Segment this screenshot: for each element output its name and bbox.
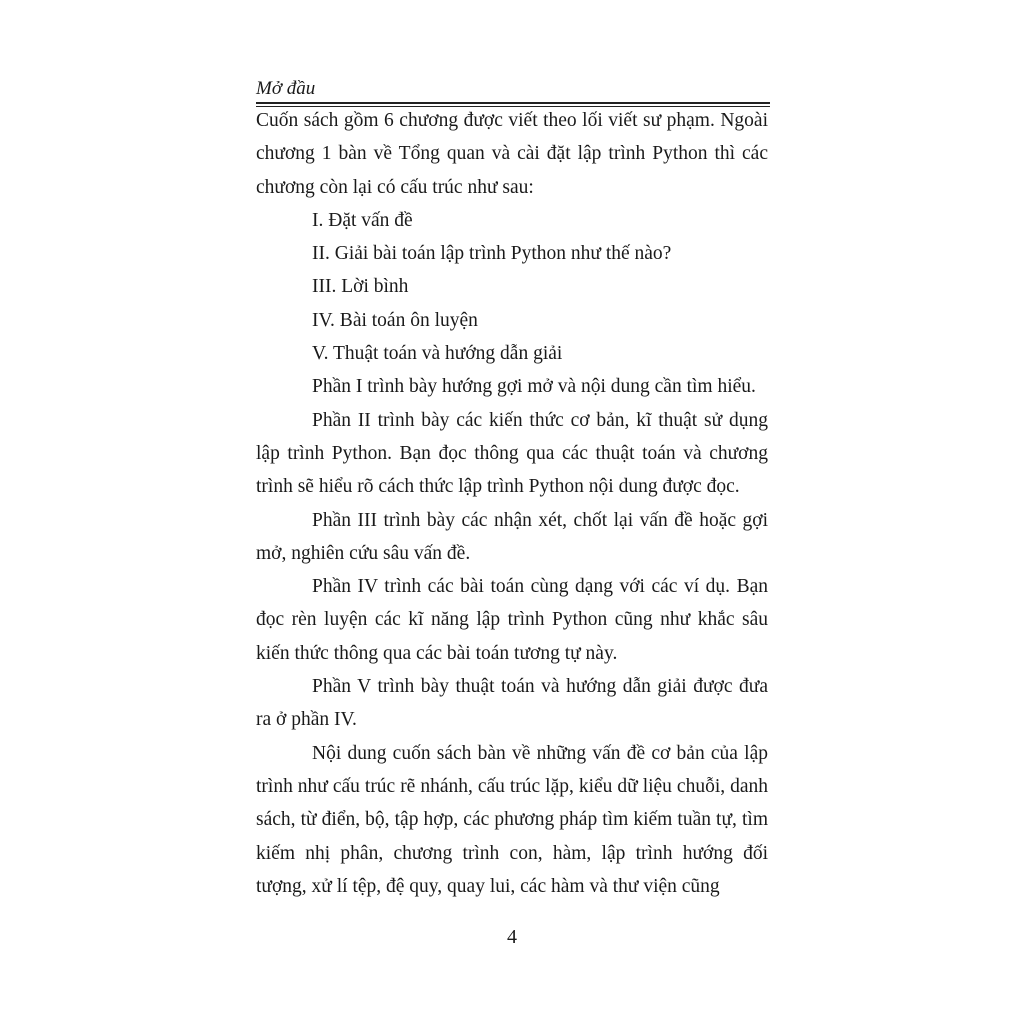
page-body — [256, 104, 768, 903]
intro-paragraph: Cuốn sách gồm 6 chương được viết theo lối viết sư phạm. Ngoài chương 1 bàn về Tổng quan và cài đặt lập trình Python thì các chương còn lại có cấu trúc như sau: — [256, 110, 768, 198]
running-header: Mở đầu — [256, 78, 316, 99]
section-item: III. Lời bình — [312, 276, 409, 298]
section-item: II. Giải bài toán lập trình Python như thế nào? — [312, 243, 672, 265]
paragraph-part-2: Phần II trình bày các kiến thức cơ bản, kĩ thuật sử dụng lập trình Python. Bạn đọc thông qua các thuật toán và chương trình sẽ hiểu rõ cách thức lập trình Python nội dung được đọc. — [256, 409, 768, 498]
paragraph-part-3: Phần III trình bày các nhận xét, chốt lại vấn đề hoặc gợi mở, nghiên cứu sâu vấn đề. — [256, 509, 768, 564]
page-number: 4 — [507, 926, 517, 948]
section-item: V. Thuật toán và hướng dẫn giải — [312, 343, 563, 365]
section-item: I. Đặt vấn đề — [312, 209, 413, 231]
paragraph-part-4: Phần IV trình các bài toán cùng dạng với các ví dụ. Bạn đọc rèn luyện các kĩ năng lập trình Python cũng như khắc sâu kiến thức thông qua các bài toán tương tự này. — [256, 576, 768, 664]
paragraph-part-1: Phần I trình bày hướng gợi mở và nội dung cần tìm hiểu. — [312, 376, 756, 398]
paragraph-part-5: Phần V trình bày thuật toán và hướng dẫn giải được đưa ra ở phần IV. — [256, 676, 768, 731]
paragraph-content: Nội dung cuốn sách bàn về những vấn đề cơ bản của lập trình như cấu trúc rẽ nhánh, cấu trúc lặp, kiểu dữ liệu chuỗi, danh sách, từ điển, bộ, tập hợp, các phương pháp tìm kiếm tuần tự, tìm kiếm nhị phân, chương trình con, hàm, lập trình hướng đối tượng, xử lí tệp, đệ quy, quay lui, các hàm và thư viện cũng — [256, 742, 768, 897]
section-item: IV. Bài toán ôn luyện — [312, 309, 478, 331]
